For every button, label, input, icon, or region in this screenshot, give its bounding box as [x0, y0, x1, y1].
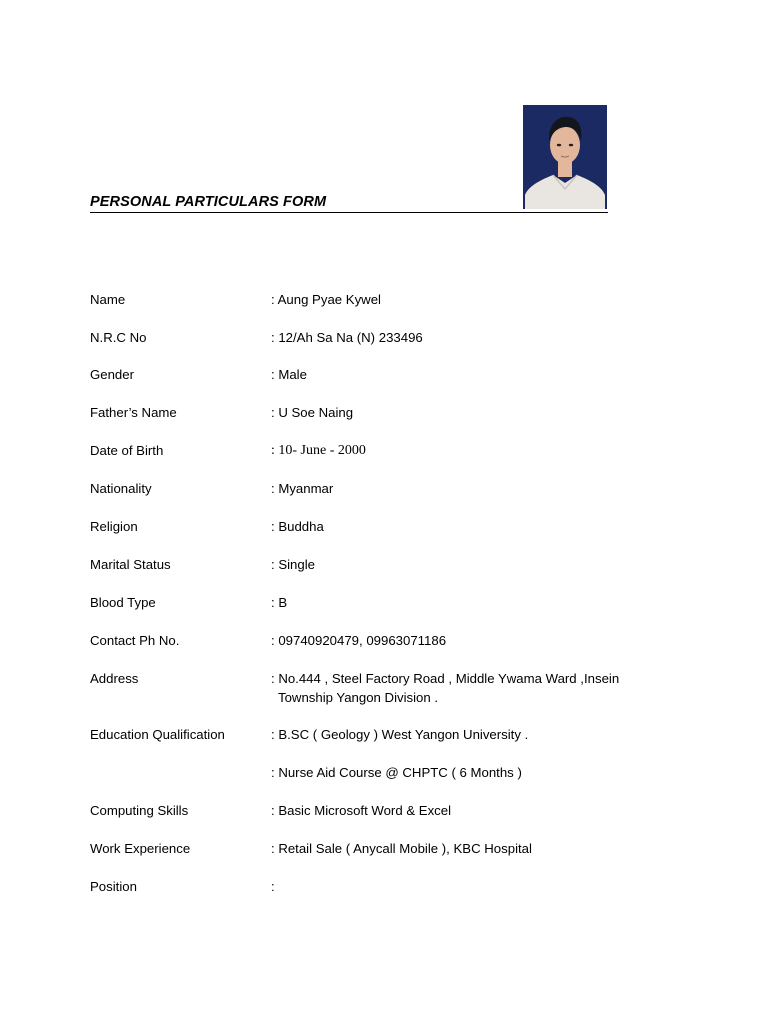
passport-photo	[523, 105, 607, 209]
field-value: : Basic Microsoft Word & Excel	[271, 803, 452, 818]
field-label: Education Qualification	[90, 727, 225, 742]
field-label: Nationality	[90, 481, 152, 496]
field-label: Blood Type	[90, 595, 156, 610]
address-line-1: : No.444 , Steel Factory Road , Middle Ywama Ward ,Insein	[271, 671, 620, 686]
field-label: Date of Birth	[90, 443, 164, 458]
form-title: PERSONAL PARTICULARS FORM	[90, 194, 327, 210]
field-value: : Retail Sale ( Anycall Mobile ), KBC Hospital	[271, 841, 532, 856]
field-label: Gender	[90, 367, 134, 382]
field-label: Name	[90, 292, 126, 307]
field-value: : 09740920479, 09963071186	[271, 633, 447, 648]
field-value	[271, 669, 641, 707]
field-value: : Myanmar	[271, 481, 334, 496]
field-label: Religion	[90, 519, 138, 534]
field-value: : Buddha	[271, 519, 324, 534]
address-line-2: Township Yangon Division .	[278, 690, 439, 705]
field-value: :	[271, 879, 275, 894]
field-label: Position	[90, 879, 137, 894]
field-value: : Nurse Aid Course @ CHPTC ( 6 Months )	[271, 765, 522, 780]
field-label: Marital Status	[90, 557, 171, 572]
field-value: : 10- June - 2000	[271, 443, 366, 458]
person-photo-icon	[523, 105, 607, 209]
field-value: : Male	[271, 367, 307, 382]
title-underline	[90, 212, 608, 213]
field-value: : B	[271, 595, 288, 610]
field-label: N.R.C No	[90, 330, 147, 345]
field-label: Work Experience	[90, 841, 191, 856]
field-value: : Single	[271, 557, 315, 572]
field-value: : Aung Pyae Kywel	[271, 292, 381, 307]
field-label: Computing Skills	[90, 803, 189, 818]
field-value: : B.SC ( Geology ) West Yangon University .	[271, 727, 529, 742]
field-value: : 12/Ah Sa Na (N) 233496	[271, 330, 423, 345]
field-label: Contact Ph No.	[90, 633, 180, 648]
field-label: Address	[90, 671, 139, 686]
field-value: : U Soe Naing	[271, 405, 354, 420]
field-label: Father’s Name	[90, 405, 177, 420]
